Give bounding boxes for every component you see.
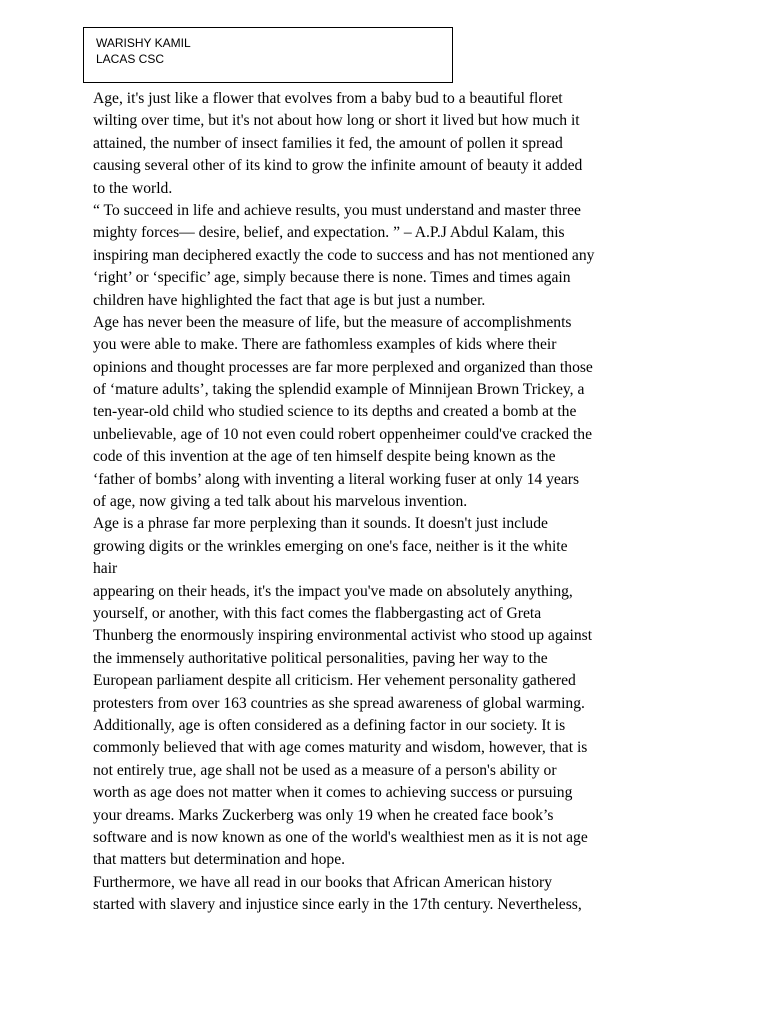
essay-line: protesters from over 163 countries as she spread awareness of global warming. <box>93 694 585 712</box>
essay-line: Age, it's just like a flower that evolves from a baby bud to a beautiful floret <box>93 90 563 107</box>
essay-line: “ To succeed in life and achieve results, you must understand and master three <box>93 201 581 219</box>
essay-line: European parliament despite all criticism. Her vehement personality gathered <box>93 672 576 690</box>
essay-line: the immensely authoritative political personalities, paving her way to the <box>93 649 548 667</box>
essay-line: attained, the number of insect families it fed, the amount of pollen it spread <box>93 134 563 152</box>
essay-line: of ‘mature adults’, taking the splendid example of Minnijean Brown Trickey, a <box>93 381 585 399</box>
essay-line: growing digits or the wrinkles emerging on one's face, neither is it the white <box>93 537 568 555</box>
essay-line: hair <box>93 560 118 578</box>
essay-line: of age, now giving a ted talk about his marvelous invention. <box>93 493 468 511</box>
essay-line: Age is a phrase far more perplexing than it sounds. It doesn't just include <box>93 515 548 533</box>
essay-line: appearing on their heads, it's the impact you've made on absolutely anything, <box>93 582 573 600</box>
essay-line: ‘right’ or ‘specific’ age, simply because there is none. Times and times again <box>93 269 571 287</box>
essay-line: unbelievable, age of 10 not even could robert oppenheimer could've cracked the <box>93 425 593 443</box>
essay-line: Furthermore, we have all read in our books that African American history <box>93 873 553 891</box>
essay-line: Additionally, age is often considered as a defining factor in our society. It is <box>93 716 566 734</box>
essay-line: code of this invention at the age of ten himself despite being known as the <box>93 448 556 466</box>
essay-line: mighty forces— desire, belief, and expectation. ” – A.P.J Abdul Kalam, this <box>93 224 565 242</box>
author-box <box>83 27 453 83</box>
essay-line: ten-year-old child who studied science to its depths and created a bomb at the <box>93 403 577 421</box>
essay-line: software and is now known as one of the world's wealthiest men as it is not age <box>93 828 588 846</box>
essay-line: not entirely true, age shall not be used as a measure of a person's ability or <box>93 761 557 779</box>
essay-line: Thunberg the enormously inspiring environmental activist who stood up against <box>93 627 593 645</box>
essay-line: inspiring man deciphered exactly the code to success and has not mentioned any <box>93 246 595 264</box>
essay-line: ‘father of bombs’ along with inventing a literal working fuser at only 14 years <box>93 470 580 488</box>
essay-line: wilting over time, but it's not about how long or short it lived but how much it <box>93 112 580 130</box>
essay-line: your dreams. Marks Zuckerberg was only 19 when he created face book’s <box>93 806 554 824</box>
essay-line: commonly believed that with age comes maturity and wisdom, however, that is <box>93 739 588 757</box>
essay-line: opinions and thought processes are far more perplexed and organized than those <box>93 358 593 376</box>
essay-line: children have highlighted the fact that age is but just a number. <box>93 291 486 309</box>
essay-line: you were able to make. There are fathomless examples of kids where their <box>93 336 557 354</box>
essay-line: Age has never been the measure of life, but the measure of accomplishments <box>93 313 572 331</box>
essay-line: causing several other of its kind to grow the infinite amount of beauty it added <box>93 157 583 175</box>
author-school: LACAS CSC <box>96 52 165 66</box>
essay-line: yourself, or another, with this fact comes the flabbergasting act of Greta <box>93 604 542 622</box>
author-name: WARISHY KAMIL <box>96 36 191 50</box>
essay-body <box>93 88 683 916</box>
essay-line: to the world. <box>93 179 173 197</box>
essay-line: started with slavery and injustice since early in the 17th century. Nevertheless, <box>93 896 582 914</box>
essay-line: worth as age does not matter when it comes to achieving success or pursuing <box>93 784 573 802</box>
essay-line: that matters but determination and hope. <box>93 851 346 869</box>
